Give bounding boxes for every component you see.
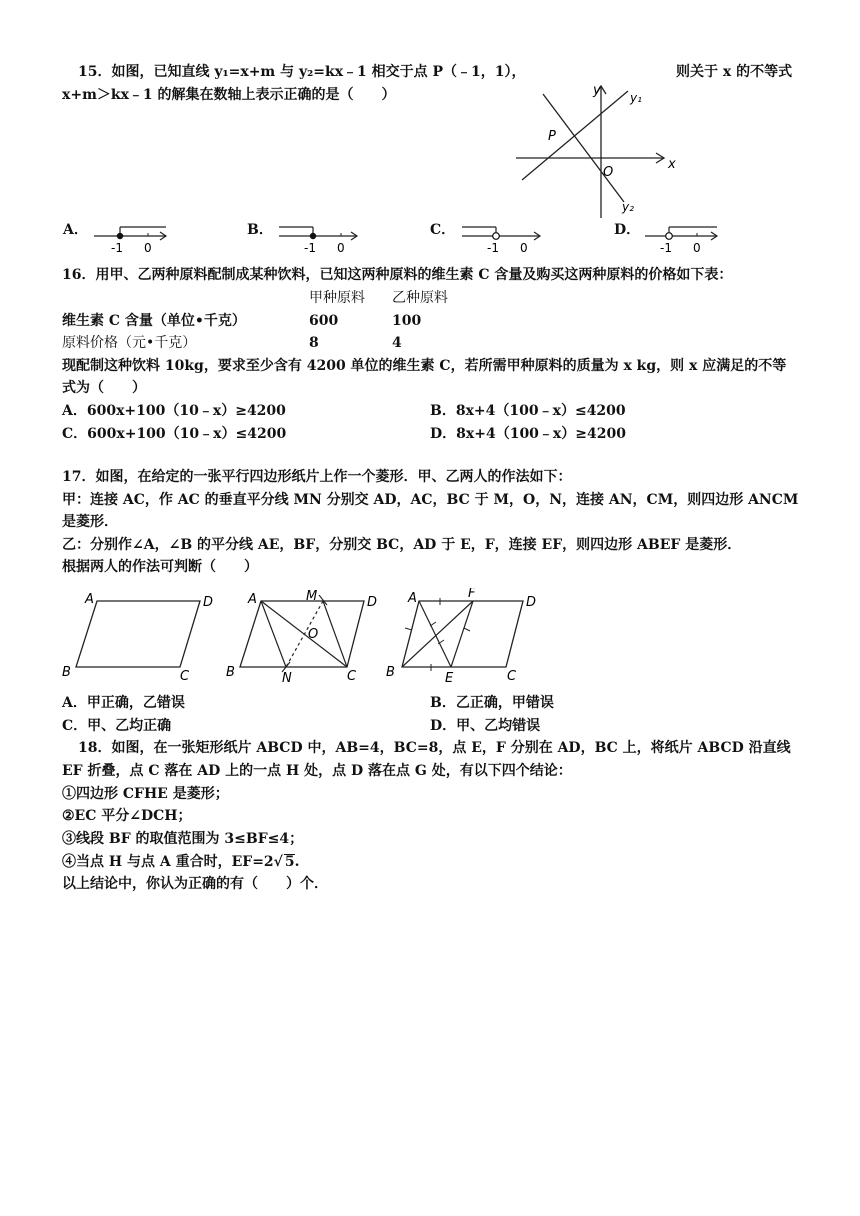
q18-conclusion-4-text: ④当点 H 与点 A 重合时，EF=2 [62,854,274,870]
q17-text-line1: 17．如图，在给定的一张平行四边形纸片上作一个菱形．甲、乙两人的作法如下： [62,469,572,485]
line-y2 [543,94,624,202]
q18-conclusion-4 [62,852,300,872]
label-b: B [386,665,395,680]
q17-option-a: A．甲正确，乙错误 [62,695,185,711]
q16-option-c: C．600x+100（10﹣x）≤4200 [62,426,287,442]
q15-option-c-numberline [460,222,546,256]
q17-text-line3: 是菱形． [62,514,118,530]
q17-text-line4: 乙：分别作∠A，∠B 的平分线 AE，BF，分别交 BC，AD 于 E，F，连接 EF，则四边形 ABEF 是菱形． [62,537,742,553]
q16-text-line3: 式为（ ） [62,380,146,396]
q18-text-last: 以上结论中，你认为正确的有（ ）个． [62,876,328,892]
q16-table-row2-val1: 8 [309,335,319,351]
q15-text-line1: 15．如图，已知直线 y₁=x+m 与 y₂=kx﹣1 相交于点 P（﹣1，1）， [78,64,526,80]
q15-graph [510,78,685,220]
q17-figure-yi [380,588,550,684]
q15-text-line1-right: 则关于 x 的不等式 [676,64,793,80]
sqrt-symbol: √ [273,854,283,870]
label-c: C [180,669,190,684]
y2-label: y₂ [622,200,634,214]
q16-text-line2: 现配制这种饮料 10kg，要求至少含有 4200 单位的维生素 C，若所需甲种原料的质量为 x kg，则 x 应满足的不等 [62,358,787,374]
tick-neg1: -1 [304,241,316,255]
label-d: D [367,595,378,610]
label-c: C [347,669,357,684]
q17-option-b: B．乙正确，甲错误 [430,695,554,711]
q16-table-row1-label: 维生素 C 含量（单位•千克） [62,313,246,329]
sqrt-radicand: 5 [284,854,295,870]
q17-option-d: D．甲、乙均错误 [430,718,541,734]
tick-neg1: -1 [487,241,499,255]
tick-neg1: -1 [111,241,123,255]
q18-conclusion-3: ③线段 BF 的取值范围为 3≤BF≤4； [62,831,304,847]
origin-label: O [603,165,614,180]
label-b: B [226,665,235,680]
q16-table-header-1: 甲种原料 [309,290,365,306]
q15-option-b-numberline [277,222,363,256]
q18-text-line1: 18．如图，在一张矩形纸片 ABCD 中，AB=4，BC=8，点 E，F 分别在 AD，BC 上，将纸片 ABCD 沿直线 [78,740,791,756]
q16-table-row1-val2: 100 [392,313,422,329]
label-c: C [507,669,517,684]
q15-text-line2: x+m＞kx﹣1 的解集在数轴上表示正确的是（ ） [62,87,396,103]
q16-table-row1-val1: 600 [309,313,339,329]
point-p-label: P [548,129,556,144]
q16-option-b: B．8x+4（100﹣x）≤4200 [430,403,626,419]
q16-option-a: A．600x+100（10﹣x）≥4200 [62,403,286,419]
label-m: M [306,589,318,604]
tick-neg1: -1 [660,241,672,255]
label-e: E [445,671,454,684]
q16-table-row2-label: 原料价格（元•千克） [62,335,197,351]
q15-option-c-label: C． [430,222,456,238]
label-d: D [203,595,214,610]
q17-text-line5: 根据两人的作法可判断（ ） [62,559,258,575]
q18-conclusion-2: ②EC 平分∠DCH； [62,808,192,824]
tick-0: 0 [144,241,152,255]
q17-option-c: C．甲、乙均正确 [62,718,172,734]
x-axis-label: x [668,157,676,172]
label-n: N [282,671,292,684]
y-axis-label: y [593,83,601,98]
q16-text-line1: 16．用甲、乙两种原料配制成某种饮料，已知这两种原料的维生素 C 含量及购买这两种原料的价格如下表： [62,267,733,283]
q17-figure-jia [222,588,394,684]
label-b: B [62,665,71,680]
q15-option-a-label: A． [63,222,88,238]
tick-0: 0 [337,241,345,255]
q17-text-line2: 甲：连接 AC，作 AC 的垂直平分线 MN 分别交 AD，AC，BC 于 M，O，N，连接 AN，CM，则四边形 ANCM [62,492,799,508]
q17-figure-parallelogram [58,588,228,684]
label-a: A [408,591,417,606]
label-f: F [468,588,476,601]
q18-text-line2: EF 折叠，点 C 落在 AD 上的一点 H 处，点 D 落在点 G 处，有以下四个结论： [62,763,572,779]
q18-conclusion-1: ①四边形 CFHE 是菱形； [62,786,229,802]
y1-label: y₁ [630,91,642,105]
q15-option-a-numberline [92,222,172,256]
q18-conclusion-4-period: . [294,854,300,870]
tick-0: 0 [693,241,701,255]
label-o: O [308,627,319,642]
q16-option-d: D．8x+4（100﹣x）≥4200 [430,426,626,442]
q15-option-d-label: D． [614,222,641,238]
label-d: D [526,595,537,610]
q16-table-header-2: 乙种原料 [392,290,448,306]
q16-table-row2-val2: 4 [392,335,402,351]
q15-option-b-label: B． [247,222,273,238]
label-a: A [85,592,94,607]
tick-0: 0 [520,241,528,255]
label-a: A [248,592,257,607]
q15-option-d-numberline [643,222,723,256]
